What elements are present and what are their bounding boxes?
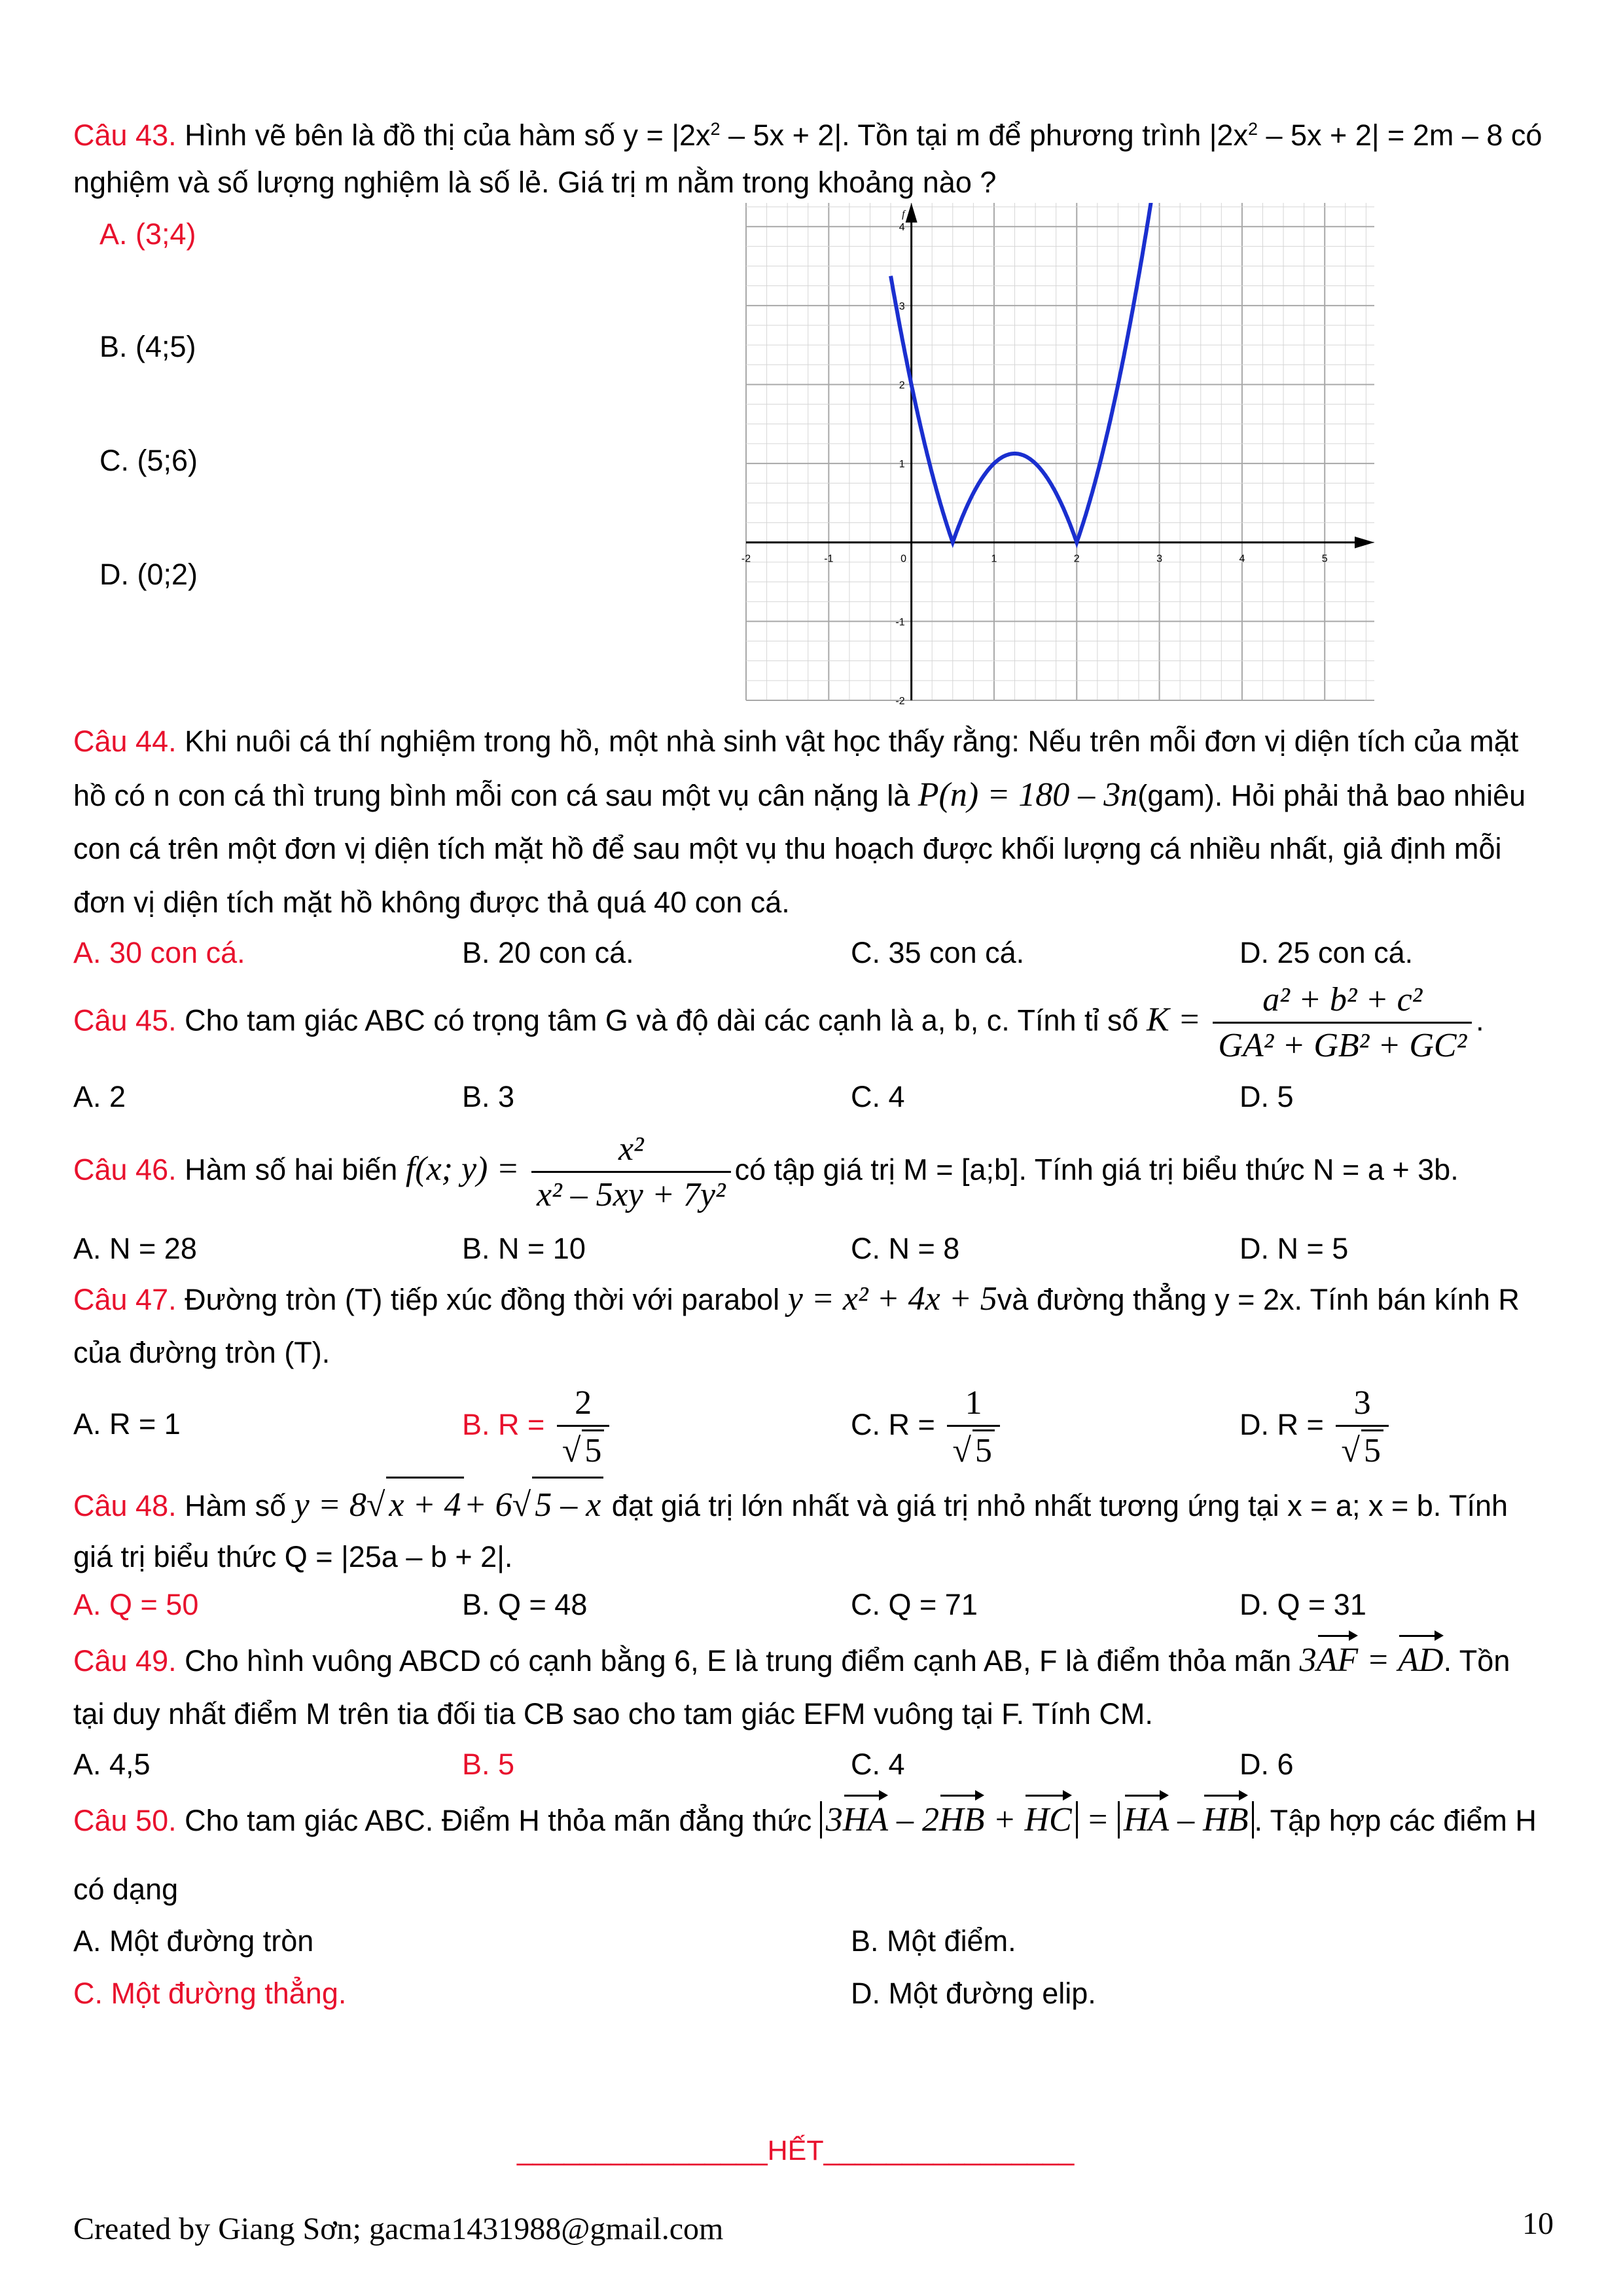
q45-fraction: $\frac{\text{a² + b² + c²}}{\text{GA² + GB² + GC²}}$	[1213, 980, 1472, 1065]
q50-label: Câu 50.	[73, 1804, 177, 1837]
q50-option-d: D. Một đường elip.	[851, 1977, 1096, 2010]
graph-axes	[746, 203, 1374, 700]
q44-stem-line2: hồ có n con cá thì trung bình mỗi con cá sau một vụ cân nặng là P(n) = 180 – 3n(gam). Hỏi phải thả bao nhiêu	[73, 776, 1526, 814]
end-marker: ________________HẾT________________	[517, 2135, 1075, 2166]
q44-option-a: A. 30 con cá.	[73, 936, 245, 969]
footer-credit: Created by Giang Sơn; gacma1431988@gmail.com	[73, 2212, 724, 2246]
q50-rhs-norm: HA – HB	[1118, 1801, 1255, 1839]
q46-option-b: B. N = 10	[462, 1232, 586, 1265]
q44-stem-line4: đơn vị diện tích mặt hồ không được thả quá 40 con cá.	[73, 886, 790, 919]
x-axis-arrow-icon	[1355, 537, 1374, 548]
q45-option-d: D. 5	[1240, 1080, 1294, 1113]
q48-label: Câu 48.	[73, 1489, 177, 1522]
x-tick-label: 0	[901, 553, 907, 565]
y-tick-label: 2	[899, 380, 905, 391]
y-axis-arrow-icon	[906, 203, 918, 223]
q48-stem-line1: Câu 48. Hàm số y = 8√ x + 4+ 6√ 5 – x đạt giá trị lớn nhất và giá trị nhỏ nhất tương ứng tại x = a; x = b. Tính	[73, 1477, 1508, 1533]
q47-label: Câu 47.	[73, 1283, 177, 1316]
x-tick-label: 2	[1073, 553, 1080, 565]
y-axis-label: f	[902, 209, 905, 220]
q47-parabola: y = x² + 4x + 5	[787, 1280, 997, 1318]
q49-option-c: C. 4	[851, 1748, 905, 1781]
function-graph	[741, 203, 1374, 707]
q49-stem-line1: Câu 49. Cho hình vuông ABCD có cạnh bằng 6, E là trung điểm cạnh AB, F là điểm thỏa mãn 3AF = AD. Tồn	[73, 1634, 1510, 1688]
page-number: 10	[1522, 2206, 1554, 2241]
y-tick-label: 1	[899, 459, 905, 471]
q43-stem-line2: nghiệm và số lượng nghiệm là số lẻ. Giá trị m nằm trong khoảng nào ?	[73, 166, 997, 199]
q44-stem-line1: Câu 44. Khi nuôi cá thí nghiệm trong hồ, một nhà sinh vật học thấy rằng: Nếu trên mỗi đơn vị diện tích của mặt	[73, 725, 1519, 758]
q50-stem-line1: Câu 50. Cho tam giác ABC. Điểm H thỏa mãn đẳng thức 3HA – 2HB + HC = HA – HB . Tập hợp các điểm H	[73, 1793, 1537, 1848]
q44-option-c: C. 35 con cá.	[851, 936, 1025, 969]
q45-stem: Câu 45. Cho tam giác ABC có trọng tâm G và độ dài các cạnh là a, b, c. Tính tỉ số K = $\frac{\text{a² + b² + c²}}{\text{GA² + GB² + GC²}}$ .	[73, 981, 1484, 1064]
y-tick-label: 3	[899, 300, 905, 312]
q47-stem-line2: của đường tròn (T).	[73, 1336, 330, 1369]
q50-stem-line2: có dạng	[73, 1873, 179, 1906]
q47-option-c: C. R = $\frac{1}{√ 5}$	[851, 1384, 1004, 1470]
q45-label: Câu 45.	[73, 1003, 177, 1037]
q49-option-a: A. 4,5	[73, 1748, 151, 1781]
q50-lhs-norm: 3HA – 2HB + HC	[820, 1801, 1078, 1839]
graph-grid	[746, 203, 1374, 700]
q44-option-d: D. 25 con cá.	[1240, 936, 1414, 969]
x-tick-label: 5	[1321, 553, 1328, 565]
q48-option-d: D. Q = 31	[1240, 1588, 1366, 1621]
q50-option-b: B. Một điểm.	[851, 1924, 1016, 1958]
q44-option-b: B. 20 con cá.	[462, 936, 634, 969]
q43-option-d: D. (0;2)	[99, 558, 198, 591]
q47-option-a: A. R = 1	[73, 1407, 181, 1441]
q43-option-b: B. (4;5)	[99, 330, 196, 363]
q44-formula: P(n) = 180 – 3n	[918, 776, 1138, 814]
q49-stem-line2: tại duy nhất điểm M trên tia đối tia CB sao cho tam giác EFM vuông tại F. Tính CM.	[73, 1697, 1153, 1731]
q46-stem: Câu 46. Hàm số hai biến f(x; y) = $\frac{\text{x²}}{\text{x² – 5xy + 7y²}}$ có tập giá trị M = [a;b]. Tính giá trị biểu thức N = a + 3b.	[73, 1130, 1459, 1213]
q47-option-d: D. R = $\frac{3}{√ 5}$	[1240, 1384, 1393, 1470]
q43-label: Câu 43.	[73, 118, 177, 152]
y-tick-label: -2	[895, 696, 905, 707]
x-tick-label: 4	[1239, 553, 1245, 565]
q48-option-a: A. Q = 50	[73, 1588, 199, 1621]
x-tick-label: 1	[991, 553, 997, 565]
y-tick-label: 4	[899, 222, 905, 234]
q43-option-a: A. (3;4)	[99, 217, 196, 251]
q46-label: Câu 46.	[73, 1153, 177, 1187]
q45-option-a: A. 2	[73, 1080, 126, 1113]
q43-stem-line1: Câu 43. Hình vẽ bên là đồ thị của hàm số $y = |2x^2 - 5x + 2|$. Tồn tại m để phương trình $|2x^2 - 5x + 2| = 2m - 8$ có	[73, 118, 1543, 152]
q50-option-c: C. Một đường thẳng.	[73, 1977, 347, 2010]
q46-option-d: D. N = 5	[1240, 1232, 1349, 1265]
q48-option-b: B. Q = 48	[462, 1588, 588, 1621]
x-tick-label: 3	[1156, 553, 1163, 565]
q50-option-a: A. Một đường tròn	[73, 1924, 314, 1958]
q43-option-c: C. (5;6)	[99, 444, 198, 477]
q49-option-d: D. 6	[1240, 1748, 1294, 1781]
q49-option-b: B. 5	[462, 1748, 515, 1781]
q47-option-b: B. R = $\frac{2}{√ 5}$	[462, 1384, 613, 1470]
q46-option-a: A. N = 28	[73, 1232, 197, 1265]
x-tick-label: -1	[824, 553, 834, 565]
y-tick-label: -1	[895, 617, 905, 628]
q48-option-c: C. Q = 71	[851, 1588, 978, 1621]
q46-option-c: C. N = 8	[851, 1232, 960, 1265]
q44-label: Câu 44.	[73, 725, 177, 758]
q44-stem-line3: con cá trên một đơn vị diện tích mặt hồ để sau một vụ thu hoạch được khối lượng cá nhiều nhất, giả định mỗi	[73, 832, 1502, 865]
q48-stem-line2: giá trị biểu thức Q = |25a – b + 2|.	[73, 1540, 513, 1573]
q45-option-c: C. 4	[851, 1080, 905, 1113]
q45-option-b: B. 3	[462, 1080, 515, 1113]
q47-stem-line1: Câu 47. Đường tròn (T) tiếp xúc đồng thời với parabol y = x² + 4x + 5và đường thẳng y = 2x. Tính bán kính R	[73, 1280, 1520, 1318]
q49-label: Câu 49.	[73, 1644, 177, 1677]
q46-fraction: $\frac{\text{x²}}{\text{x² – 5xy + 7y²}}$	[531, 1130, 731, 1214]
x-tick-label: -2	[741, 553, 751, 565]
